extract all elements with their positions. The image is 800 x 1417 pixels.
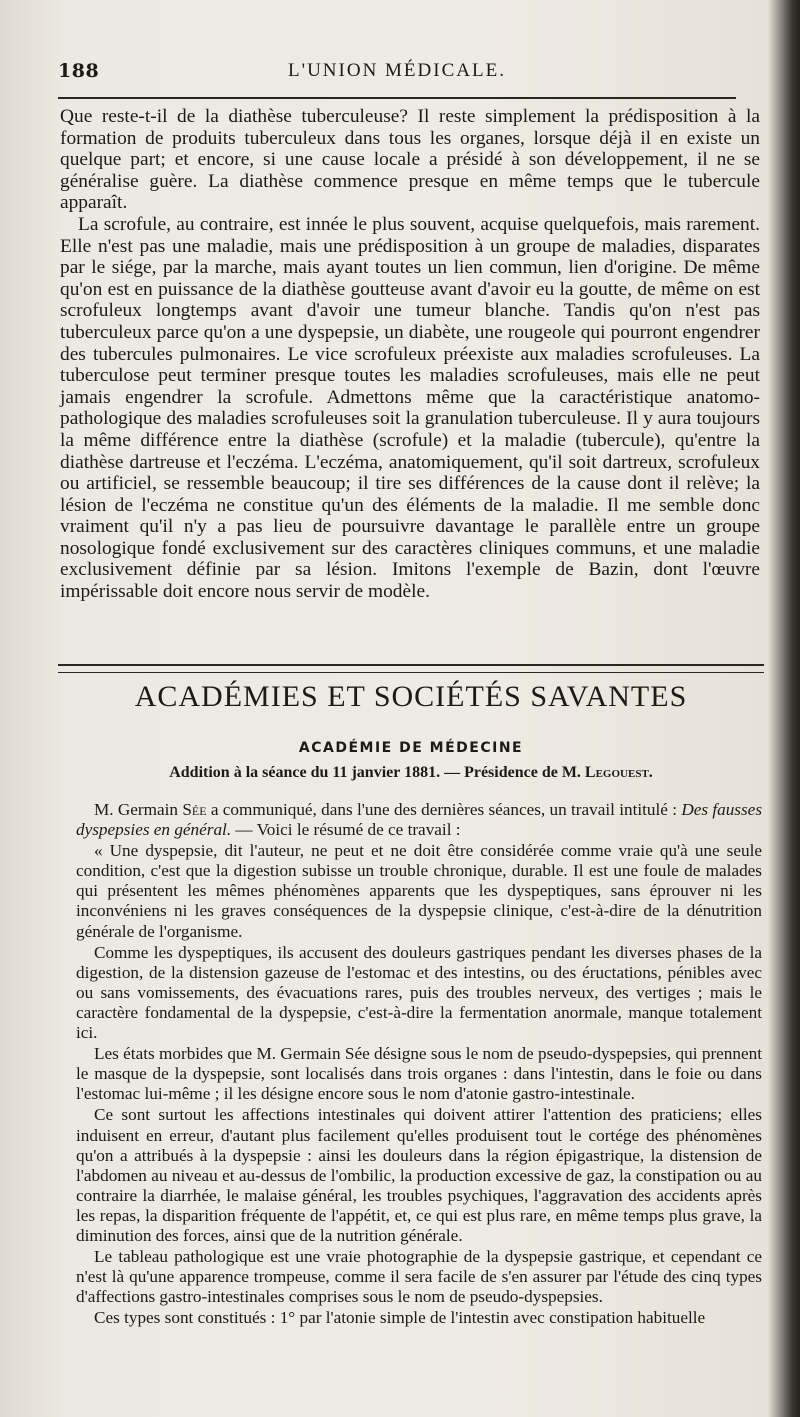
page-number: 188 [58, 60, 100, 82]
section-title: ACADÉMIES ET SOCIÉTÉS SAVANTES [134, 680, 688, 713]
body-paragraph: Que reste-t-il de la diathèse tuberculeuse? Il reste simplement la prédisposition à la formation de produits tuberculeux dans tous les organes, lorsque déjà il en existe un quelque part; et encore, si une cause locale a présidé à son développement, il ne se généralise guère. La diathèse commence presque en même temps que le tubercule apparaît. [60, 106, 760, 214]
report-body [76, 800, 762, 1329]
page-header [58, 60, 736, 90]
header-rule [58, 97, 736, 99]
report-paragraph: Comme les dyspeptiques, ils accusent des douleurs gastriques pendant les diverses phases de la digestion, de la distension gazeuse de l'estomac et des intestins, ou des éructations, pénibles avec ou sans vomissements, des évacuations rares, puis des troubles nerveux, des vertiges ; mais le caractère fondamental de la dyspepsie, c'est-à-dire la fermentation anormale, manque totalement ici. [76, 942, 762, 1043]
intro-m: M. Germain [94, 800, 183, 819]
session-president: Legouest [584, 764, 649, 781]
section-divider [58, 664, 764, 673]
report-paragraph: Les états morbides que M. Germain Sée désigne sous le nom de pseudo-dyspepsies, qui prennent le masque de la dyspepsie, sont localisés dans trois organes : dans l'intestin, dans le foie ou dans l'estomac lui-même ; il les désigne encore sous le nom d'atonie gastro-intestinale. [76, 1044, 762, 1104]
report-paragraph: Le tableau pathologique est une vraie photographie de la dyspepsie gastrique, et cependant ce n'est là qu'une apparence trompeuse, comme il sera facile de s'en assurer par l'étude des cinq types d'affections gastro-intestinales comprises sous le nom de pseudo-dyspepsies. [76, 1247, 762, 1307]
article-body [60, 106, 760, 603]
section-subtitle: ACADÉMIE DE MÉDECINE [298, 740, 524, 756]
intro-end: — Voici le résumé de ce travail : [231, 820, 461, 840]
session-line [58, 764, 764, 782]
running-title: L'UNION MÉDICALE. [288, 60, 506, 81]
intro-name: Sée [182, 800, 207, 819]
intro-title: Des fausses dyspepsies en général. [76, 800, 763, 840]
report-paragraph: Ce sont surtout les affections intestinales qui doivent attirer l'attention des praticiens; elles induisent en erreur, d'autant plus facilement qu'elles produisent tout le cortége des phénomènes qu'on a attribués à la dyspepsie : ainsi les douleurs dans la région épigastrique, la distension de l'abdomen au niveau et au-dessus de l'ombilic, la production excessive de gaz, la constipation ou au contraire la diarrhée, le malaise général, les troubles psychiques, l'aggravation des accidents après les repas, la disparition fréquente de l'appétit, et, ce qui est plus rare, en même temps plus grave, la diminution des forces, ainsi que de la nutrition générale. [76, 1105, 762, 1245]
session-text: Addition à la séance du 11 janvier 1881. — Présidence de M. [169, 764, 585, 781]
intro-rest: a communiqué, dans l'une des dernières séances, un travail intitulé : [206, 800, 682, 819]
session-end: . [648, 764, 653, 781]
report-paragraph: « Une dyspepsie, dit l'auteur, ne peut et ne doit être considérée comme vraie qu'à une seule condition, c'est que la digestion subisse un trouble chronique, durable. Il est une foule de malades qui présentent les mêmes phénomènes apparents que les dyspeptiques, sans éprouver ni les inconvéniens ni les graves conséquences de la dyspepsie clinique, c'est-à-dire de la dénutrition générale de l'organisme. [76, 841, 762, 941]
body-paragraph: La scrofule, au contraire, est innée le plus souvent, acquise quelquefois, mais rarement. Elle n'est pas une maladie, mais une prédisposition à un groupe de maladies, disparates par le siége, par la marche, mais ayant toutes un lien commun, lien d'origine. De même qu'on est en puissance de la diathèse goutteuse avant d'avoir eu la goutte, de même on est scrofuleux longtemps avant d'avoir une tumeur blanche. Tandis qu'on n'est pas tuberculeux parce qu'on a une dyspepsie, un diabète, une rougeole qui pourront engendrer des tubercules pulmonaires. Le vice scrofuleux préexiste aux maladies scrofuleuses. La tuberculose peut terminer presque toutes les maladies scrofuleuses, mais elle ne peut jamais engendrer la scrofule. Admettons même que la caractéristique anatomo-pathologique des maladies scrofuleuses soit la granulation tuberculeuse. Il y aura toujours la même différence entre la diathèse (scrofule) et la maladie (tubercule), qu'entre la diathèse dartreuse et l'eczéma. L'eczéma, anatomiquement, qu'il soit dartreux, scrofuleux ou artificiel, se ressemble beaucoup; il tire ses différences de la cause dont il relève; la lésion de l'eczéma ne constitue qu'un des éléments de la maladie. Il me semble donc vraiment qu'il n'y a pas lieu de poursuivre davantage le parallèle entre un groupe nosologique fondé exclusivement sur des caractères cliniques communs, et une maladie exclusivement définie par sa lésion. Imitons l'exemple de Bazin, dont l'œuvre impérissable doit encore nous servir de modèle. [60, 213, 760, 603]
report-paragraph: Ces types sont constitués : 1° par l'atonie simple de l'intestin avec constipation habituelle [94, 1308, 706, 1328]
report-intro [76, 800, 762, 840]
